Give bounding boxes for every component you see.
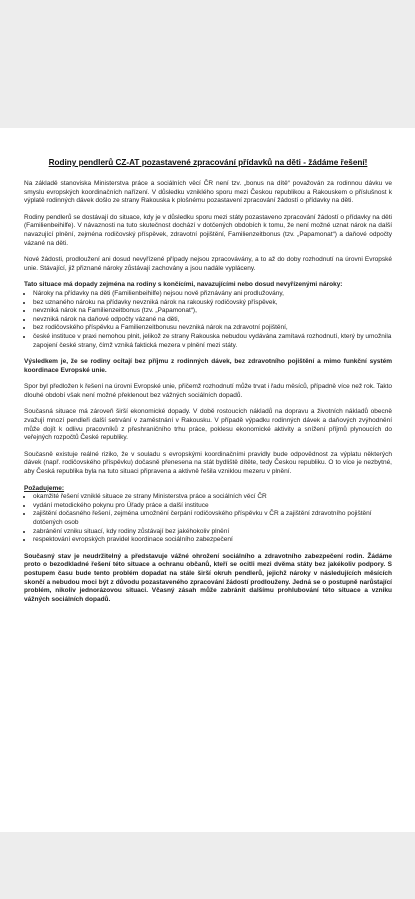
document-body (24, 158, 392, 612)
paragraph-risk: Současně existuje reálné riziko, že v souladu s evropskými koordinačními pravidly bude odpovědnost za výplatu některých dávek (např. rodičovského příspěvku) dočasně přenesena na stát bydliště dítěte, tedy Českou republiku. O to více je nezbytné, aby Česká republika byla na tuto situaci připravena a aktivně řešila vzniklou mezeru v plnění. (24, 450, 392, 476)
paragraph-eu-dispute: Spor byl předložen k řešení na úrovni Evropské unie, přičemž rozhodnutí může trvat i řadu měsíců, případně více než rok. Takto dlouhé období však není možné překlenout bez vážných sociálních dopadů. (24, 383, 392, 399)
demand-item: • vydání metodického pokynu pro Úřady práce a další instituce (33, 502, 392, 511)
document-page (0, 128, 415, 832)
demand-item: • zabránění vzniku situací, kdy rodiny zůstávají bez jakéhokoliv plnění (33, 528, 392, 537)
impact-item: • nevzniká nárok na Familienzeitbonus (tzv. „Papamonat“), (33, 307, 392, 316)
demands-heading: Požadujeme: (24, 484, 65, 492)
impact-item: • nevzniká nárok na daňové odpočty vázané na děti, (33, 316, 392, 325)
impact-item: • bez rodičovského příspěvku a Familienzeitbonusu nevzniká nárok na zdravotní pojištění, (33, 324, 392, 333)
impact-list (24, 290, 392, 350)
demand-item: • okamžité řešení vzniklé situace ze strany Ministerstva práce a sociálních věcí ČR (33, 493, 392, 502)
demands-list (24, 493, 392, 545)
paragraph-intro: Na základě stanoviska Ministerstva práce a sociálních věcí ČR není tzv. „bonus na dítě“ považován za rodinnou dávku ve smyslu evropských koordinačních nařízení. V důsledku vzniklého sporu mezi Českou republikou a Rakouskem o příslušnost k výplatě rodinných dávek došlo ze strany Rakouska k plošnému pozastavení zpracování žádostí o přídavky na děti. (24, 180, 392, 205)
final-statement: Současný stav je neudržitelný a představuje vážné ohrožení sociálního a zdravotního zabezpečení rodin. Žádáme proto o bezodkladné řešení této situace a ochranu občanů, kteří se ocitli mezi dvěma státy bez jakékoliv podpory. S postupem času bude tento problém dopadat na stále širší okruh pendlerů, jejichž nároky v následujících měsících skončí a nebudou moci být z důvodu pozastaveného zpracování žádostí prodlouženy. Jedná se o postupně narůstající problém, nikoliv jednorázovou situaci. Včasný zásah může zabránit dalšímu prohlubování této situace a vzniku vážných sociálních dopadů. (24, 552, 392, 603)
demand-item: • respektování evropských pravidel koordinace sociálního zabezpečení (33, 536, 392, 545)
document-title: Rodiny pendlerů CZ-AT pozastavené zpracování přídavků na děti - žádáme řešení! (48, 158, 368, 167)
impact-item: • Nároky na přídavky na děti (Familienbeihilfe) nejsou nově přiznávány ani prodlužovány, (33, 290, 392, 299)
impact-heading: Tato situace má dopady zejména na rodiny s končícími, navazujícími nebo dosud nevyřízenými nároky: (24, 281, 343, 289)
impact-item: • bez uznaného nároku na přídavky nevzniká nárok na rakouský rodičovský příspěvek, (33, 299, 392, 308)
impact-item: • české instituce v praxi nemohou plnit, jelikož ze strany Rakouska nebudou vydávána zamítavá rozhodnutí, který by umožnila zapojení české strany, čímž vzniká faktická mezera v plnění mezi státy. (33, 333, 392, 350)
paragraph-new-requests: Nové žádosti, prodloužení ani dosud nevyřízené případy nejsou zpracovávány, a to až do doby rozhodnutí na úrovni Evropské unie. Stávající, již přiznané nároky zůstávají zachovány a jsou nadále vypláceny. (24, 256, 392, 272)
result-statement: Výsledkem je, že se rodiny ocitají bez příjmu z rodinných dávek, bez zdravotního pojištění a mimo funkční systém koordinace Evropské unie. (24, 358, 392, 374)
paragraph-situation: Rodiny pendlerů se dostávají do situace, kdy je v důsledku sporu mezi státy pozastaveno zpracování žádostí o přídavky na děti (Familienbeihilfe). V návaznosti na tuto skutečnost dochází v dotčených obdobích k tomu, že není možné uznat nárok na další navazující plnění, zejména rodičovský příspěvek, zdravotní pojištění, Familienzeitbonus (tzv. „Papamonat“) a daňové odpočty vázané na děti. (24, 213, 392, 247)
paragraph-economic: Současná situace má zároveň širší ekonomické dopady. V době rostoucích nákladů na dopravu a životních nákladů obecně zvažují mnozí pendleři další setrvání v zaměstnání v Rakousku. V případě výpadku rodinných dávek a daňových zvýhodnění může dojít k odlivu pracovníků z přeshraničního trhu práce, poklesu ekonomické aktivity a snížení příjmů plynoucích do veřejných rozpočtů České republiky. (24, 408, 392, 442)
demand-item: • zajištění dočasného řešení, zejména umožnění čerpání rodičovského příspěvku v ČR a zajištění zdravotního pojištění dotčených osob (33, 510, 392, 527)
